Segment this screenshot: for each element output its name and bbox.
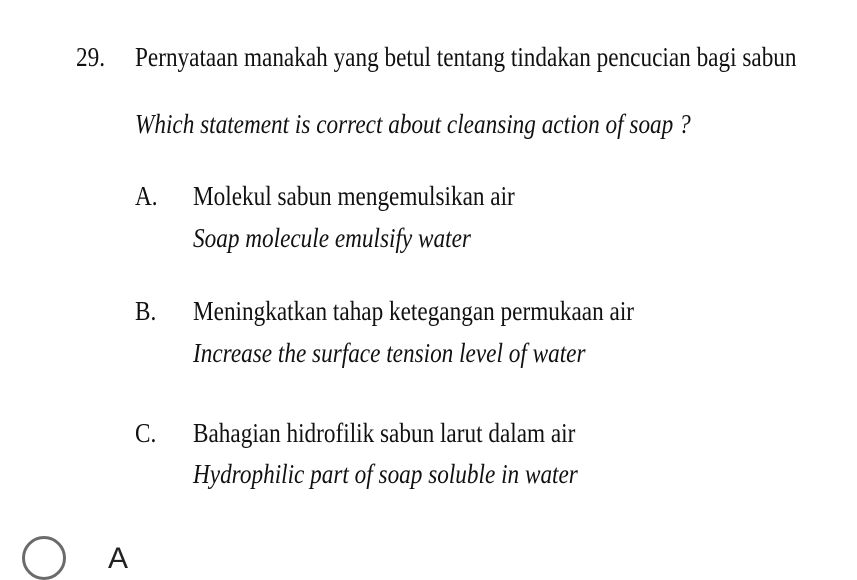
question-text-english: Which statement is correct about cleansing action of soap ? [135,109,691,139]
option-letter: A. [135,181,158,211]
answer-choice-a[interactable] [22,536,222,575]
option-text-malay: Bahagian hidrofilik sabun larut dalam air [193,418,576,448]
question-text-malay: Pernyataan manakah yang betul tentang tindakan pencucian bagi sabun [135,42,797,72]
radio-button-icon[interactable] [22,536,66,580]
option-text-english: Increase the surface tension level of water [193,338,586,368]
option-text-malay: Meningkatkan tahap ketegangan permukaan air [193,296,635,326]
answer-choice-label: A [108,542,129,575]
option-text-english: Hydrophilic part of soap soluble in water [193,459,578,489]
question-number: 29. [76,42,106,72]
option-letter: B. [135,296,157,326]
option-letter: C. [135,418,157,448]
option-text-malay: Molekul sabun mengemulsikan air [193,181,515,211]
option-text-english: Soap molecule emulsify water [193,223,471,253]
